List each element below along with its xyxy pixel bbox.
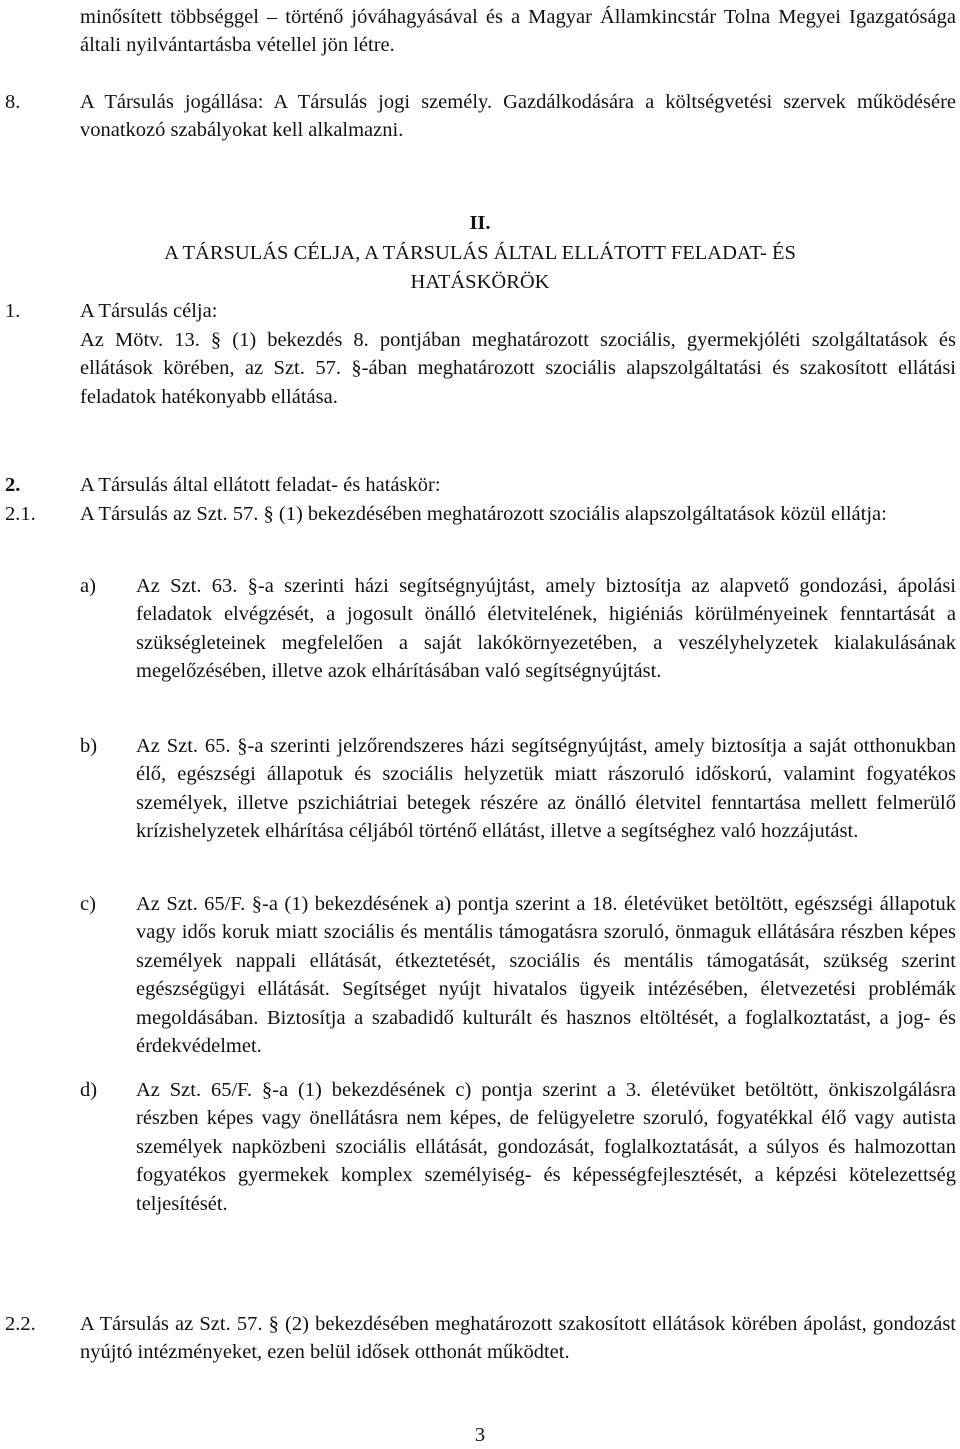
section-2-1-number: 2.1. [5,503,36,525]
list-item-label: d) [80,1079,98,1101]
chapter-roman: II. [469,212,491,234]
section-2-2 [0,1310,956,1367]
section-2-heading: A Társulás által ellátott feladat- és hatáskör: [80,474,441,496]
section-2-1-text: A Társulás az Szt. 57. § (1) bekezdésében meghatározott szociális alapszolgáltatások közül ellátja: [80,503,887,525]
section-2-2-text: A Társulás az Szt. 57. § (2) bekezdésében meghatározott szakosított ellátások körében ápolást, gondozást nyújtó intézményeket, ezen belül idősek otthonát működtet. [80,1313,956,1364]
section-8-paragraph [80,88,956,145]
section-8-text: A Társulás jogi személy. Gazdálkodására a költségvetési szervek működésére vonatkozó szabályokat kell alkalmazni. [80,91,956,142]
section-2 [0,471,956,499]
section-8-heading: A Társulás jogállása: [80,91,264,113]
page-number: 3 [474,1424,486,1446]
section-2-2-number: 2.2. [5,1313,36,1335]
intro-paragraph: minősített többséggel – történő jóváhagyásával és a Magyar Államkincstár Tolna Megyei Igazgatósága általi nyilvántartásba vétellel jön létre. [80,6,956,57]
section-1-heading: A Társulás célja: [80,300,218,322]
list-item-text: Az Szt. 65/F. §-a (1) bekezdésének c) pontja szerint a 3. életévüket betöltött, önkiszolgálásra részben képes vagy önellátásra nem képes, de felügyeletre szoruló, fogyatékkal élő vagy autista személyek napközbeni szociális ellátását, gondozását, foglalkoztatását, a súlyos és halmozottan fogyatékos gyermekek komplex személyiség- és képességfejlesztését, a képzési kötelezettség teljesítését. [136,1079,956,1215]
section-8-number: 8. [5,91,21,113]
list-item-text: Az Szt. 63. §-a szerinti házi segítségnyújtást, amely biztosítja az alapvető gondozási, ápolási feladatok elvégzését, a jogosult önálló életvitelének, higiéniás körülményeinek fenntartását a szükségleteinek megfelelően a saját lakókörnyezetében, a veszélyhelyzetek kialakulásának megelőzésében, illetve azok elhárításában való segítségnyújtást. [136,575,956,683]
list-item-text: Az Szt. 65/F. §-a (1) bekezdésének a) pontja szerint a 18. életévüket betöltött, egészségi állapotuk vagy idős koruk miatt szociális és mentális támogatásra szoruló, önmaguk ellátására részben képes személyek nappali ellátását, étkeztetését, szociális és mentális támogatását, szükség szerint egészségügyi ellátását. Segítséget nyújt hivatalos ügyeik intézésében, életvezetési problémák megoldásában. Biztosítja a szabadidő kulturált és hasznos eltöltését, a foglalkoztatást, a jog- és érdekvédelmet. [136,893,956,1058]
section-1-number: 1. [5,300,21,322]
section-2-number: 2. [5,474,21,496]
section-8 [0,88,956,145]
chapter-title-line2: HATÁSKÖRÖK [410,271,550,293]
list-item-text: Az Szt. 65. §-a szerinti jelzőrendszeres házi segítségnyújtást, amely biztosítja a saját otthonukban élő, egészségi állapotuk és szociális helyzetük miatt rászoruló időskorú, valamint fogyatékos személyek, illetve pszichiátriai betegek részére az önálló életvitel fenntartása mellett felmerülő krízishelyzetek elhárítása céljából történő ellátást, illetve a segítséghez való hozzájutást. [136,735,956,843]
list-item-label: b) [80,735,98,757]
chapter-title-line1: A TÁRSULÁS CÉLJA, A TÁRSULÁS ÁLTAL ELLÁTOTT FELADAT- ÉS [164,242,796,264]
list-item-label: a) [80,575,96,597]
section-1 [0,297,956,325]
list-item-label: c) [80,893,96,915]
section-2-1 [0,500,956,528]
item-list [0,572,960,1232]
section-1-text: Az Mötv. 13. § (1) bekezdés 8. pontjában meghatározott szociális, gyermekjóléti szolgáltatások és ellátások körében, az Szt. 57. §-ában meghatározott szociális alapszolgáltatási és szakosított ellátási feladatok hatékonyabb ellátása. [80,329,956,408]
